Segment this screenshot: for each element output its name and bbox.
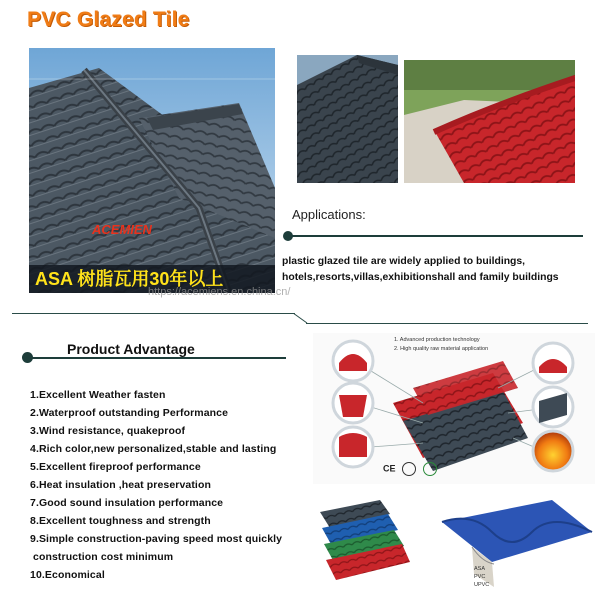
layer-label: PVC — [474, 574, 486, 580]
section-divider-right — [306, 323, 588, 324]
watermark-url: https://acemiens.en.china.cn/ — [148, 286, 291, 298]
advantage-item: 5.Excellent fireproof performance — [30, 461, 201, 473]
ce-mark-icon: CE — [383, 463, 396, 474]
advantage-item: 6.Heat insulation ,heat preservation — [30, 479, 211, 491]
applications-underline — [287, 235, 583, 237]
layer-label: ASA — [474, 566, 486, 572]
page-title: PVC Glazed Tile — [27, 8, 190, 31]
layer-label: UPVC — [474, 582, 490, 588]
applications-text: plastic glazed tile are widely applied to buildings, hotels,resorts,villas,exhibitionshall and family buildings — [282, 256, 559, 283]
main-roof-photo — [29, 48, 275, 293]
advantage-item: 7.Good sound insulation performance — [30, 497, 224, 509]
red-roof-photo — [404, 60, 575, 183]
diagram-caption-1: 1. Advanced production technology — [394, 337, 480, 343]
recycle-icon — [402, 462, 416, 476]
feature-diagram — [313, 333, 595, 484]
certification-marks — [383, 462, 437, 476]
diagram-caption-2: 2. High quality raw material application — [394, 346, 489, 352]
dark-roof-photo — [297, 55, 398, 183]
advantage-item: 9.Simple construction-paving speed most quickly construction cost minimum — [30, 533, 283, 563]
advantage-item: 8.Excellent toughness and strength — [30, 515, 211, 527]
brand-logo: ACEMIEN — [92, 222, 152, 237]
advantage-item: 3.Wind resistance, quakeproof — [30, 425, 186, 437]
advantage-bullet-dot — [22, 352, 33, 363]
advantage-item: 4.Rich color,new personalized,stable and lasting — [30, 443, 277, 455]
applications-heading: Applications: — [292, 207, 366, 222]
asa-banner: ASA 树脂瓦用30年以上 — [29, 265, 275, 293]
tile-colors-photo — [310, 492, 420, 584]
advantage-item: 1.Excellent Weather fasten — [30, 389, 166, 401]
section-divider-left — [12, 313, 295, 314]
advantage-heading: Product Advantage — [67, 341, 195, 357]
advantage-item: 10.Economical — [30, 569, 105, 581]
environment-icon — [423, 462, 437, 476]
advantage-list — [30, 386, 320, 584]
tile-layers-photo — [432, 492, 595, 592]
advantage-item: 2.Waterproof outstanding Performance — [30, 407, 229, 419]
advantage-underline — [28, 357, 286, 359]
